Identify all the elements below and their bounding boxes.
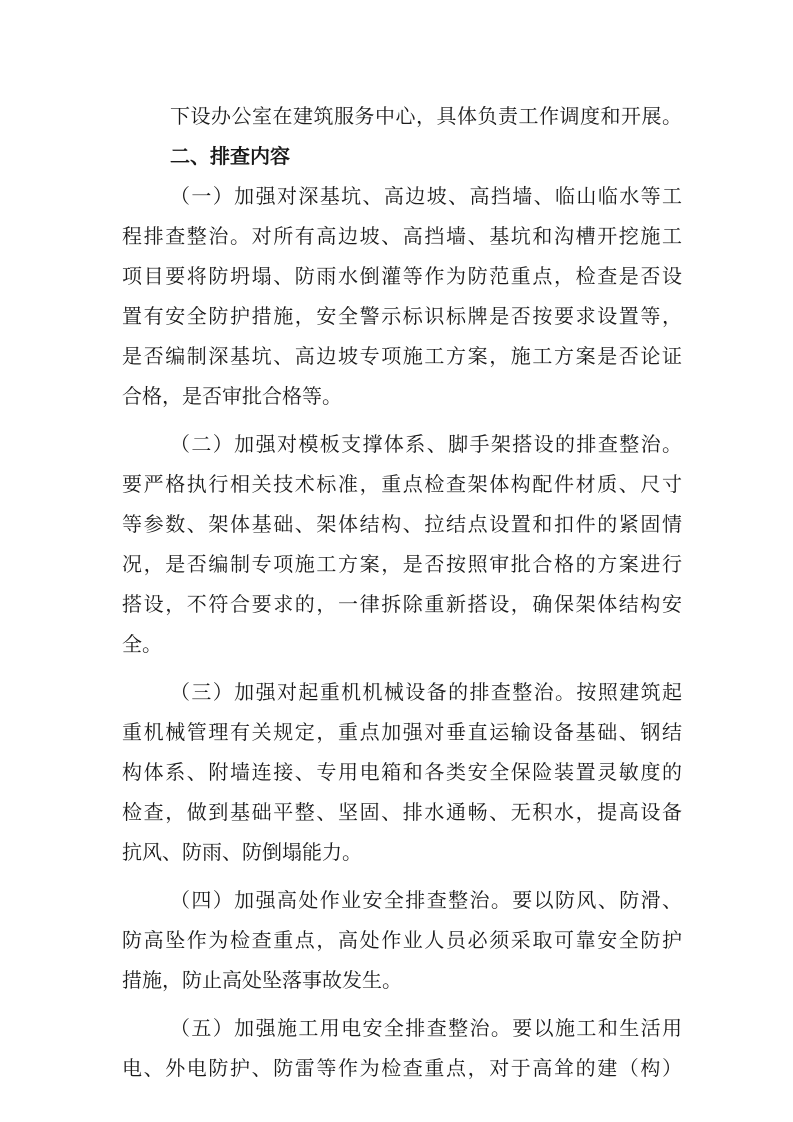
paragraph-line: （三）加强对起重机机械设备的排查整治。按照建筑起 <box>170 680 682 704</box>
paragraph-line: 等参数、架体基础、架体结构、拉结点设置和扣件的紧固情 <box>122 512 682 536</box>
paragraph-line: 程排查整治。对所有高边坡、高挡墙、基坑和沟槽开挖施工 <box>122 224 682 248</box>
paragraph-line: （一）加强对深基坑、高边坡、高挡墙、临山临水等工 <box>170 184 682 208</box>
paragraph-line: 防高坠作为检查重点，高处作业人员必须采取可靠安全防护 <box>122 928 682 952</box>
paragraph-line: 况，是否编制专项施工方案，是否按照审批合格的方案进行 <box>122 552 682 576</box>
paragraph-line: 电、外电防护、防雷等作为检查重点，对于高耸的建（构） <box>122 1056 682 1080</box>
paragraph-line: 抗风、防雨、防倒塌能力。 <box>122 840 362 864</box>
paragraph-line: 构体系、附墙连接、专用电箱和各类安全保险装置灵敏度的 <box>122 760 682 784</box>
paragraph-line: 检查，做到基础平整、坚固、排水通畅、无积水，提高设备 <box>122 800 682 824</box>
paragraph-line: 重机械管理有关规定，重点加强对垂直运输设备基础、钢结 <box>122 720 682 744</box>
paragraph-line: 措施，防止高处坠落事故发生。 <box>122 968 402 992</box>
document-body <box>122 96 682 1088</box>
paragraph-line: 项目要将防坍塌、防雨水倒灌等作为防范重点，检查是否设 <box>122 264 682 288</box>
section-heading: 二、排查内容 <box>170 144 290 168</box>
paragraph-line: 搭设，不符合要求的，一律拆除重新搭设，确保架体结构安 <box>122 592 682 616</box>
paragraph-line: 合格，是否审批合格等。 <box>122 384 342 408</box>
paragraph-line: 全。 <box>122 632 162 656</box>
paragraph-line: 是否编制深基坑、高边坡专项施工方案，施工方案是否论证 <box>122 344 682 368</box>
paragraph-line: （四）加强高处作业安全排查整治。要以防风、防滑、 <box>170 888 682 912</box>
paragraph-line: 置有安全防护措施，安全警示标识标牌是否按要求设置等， <box>122 304 682 328</box>
paragraph-line: 下设办公室在建筑服务中心，具体负责工作调度和开展。 <box>170 104 682 128</box>
paragraph-line: 要严格执行相关技术标准，重点检查架体构配件材质、尺寸 <box>122 472 682 496</box>
paragraph-line: （五）加强施工用电安全排查整治。要以施工和生活用 <box>170 1016 682 1040</box>
paragraph-line: （二）加强对模板支撑体系、脚手架搭设的排查整治。 <box>170 432 682 456</box>
